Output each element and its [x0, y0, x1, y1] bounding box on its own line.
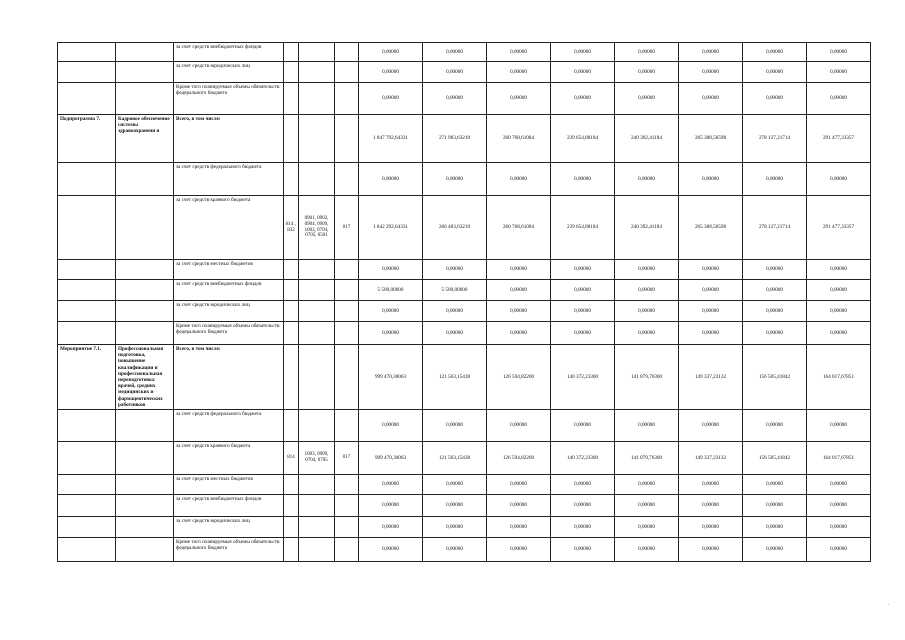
amount-cell: 0,00000: [359, 475, 423, 495]
program-name-cell: [116, 280, 174, 301]
amount-cell: 999 470,30063: [359, 442, 423, 475]
amount-cell: 0,00000: [679, 280, 743, 301]
program-code-cell: [58, 495, 116, 517]
program-name-cell: [116, 260, 174, 280]
grbs-code-cell: [284, 495, 299, 517]
amount-cell: 0,00000: [615, 322, 679, 345]
amount-cell: 260 768,61084: [487, 115, 551, 163]
amount-cell: 0,00000: [807, 301, 871, 322]
amount-cell: 0,00000: [743, 43, 807, 62]
amount-cell: 0,00000: [743, 517, 807, 538]
amount-cell: 0,00000: [679, 475, 743, 495]
amount-cell: 0,00000: [551, 475, 615, 495]
table-row: [58, 163, 871, 196]
amount-cell: 0,00000: [487, 410, 551, 442]
funding-source-cell: Кроме того планируемые объемы обязательств федерального бюджета: [174, 83, 284, 115]
amount-cell: 0,00000: [615, 163, 679, 196]
amount-cell: 0,00000: [743, 475, 807, 495]
amount-cell: 0,00000: [359, 62, 423, 83]
amount-cell: 239 654,88184: [551, 196, 615, 260]
grbs-code-cell: [284, 538, 299, 562]
amount-cell: 1 842 292,64331: [359, 196, 423, 260]
amount-cell: 265 388,56598: [679, 196, 743, 260]
amount-cell: 0,00000: [551, 280, 615, 301]
amount-cell: 0,00000: [679, 260, 743, 280]
amount-cell: 0,00000: [679, 410, 743, 442]
program-name-cell: [116, 442, 174, 475]
amount-cell: 0,00000: [359, 322, 423, 345]
amount-cell: 0,00000: [743, 495, 807, 517]
amount-cell: 0,00000: [359, 83, 423, 115]
amount-cell: 0,00000: [679, 517, 743, 538]
amount-cell: 0,00000: [487, 280, 551, 301]
amount-cell: 265 388,56598: [679, 115, 743, 163]
amount-cell: 0,00000: [743, 538, 807, 562]
amount-cell: 0,00000: [743, 410, 807, 442]
program-name-cell: [116, 196, 174, 260]
amount-cell: 149 337,23132: [679, 442, 743, 475]
amount-cell: 164 017,67851: [807, 442, 871, 475]
table-row: [58, 442, 871, 475]
table-row: [58, 517, 871, 538]
amount-cell: 156 505,41842: [743, 442, 807, 475]
amount-cell: 0,00000: [679, 301, 743, 322]
funding-source-cell: за счет средств внебюджетных фондов: [174, 43, 284, 62]
grbs-code-cell: [284, 62, 299, 83]
table-body: [58, 43, 871, 562]
target-code-cell: [335, 163, 359, 196]
program-code-cell: [58, 301, 116, 322]
amount-cell: 291 477,33357: [807, 196, 871, 260]
amount-cell: 0,00000: [487, 517, 551, 538]
program-code-cell: Мероприятие 7.1.: [58, 345, 116, 410]
amount-cell: 271 983,63210: [423, 115, 487, 163]
table-row: [58, 115, 871, 163]
funding-source-cell: за счет средств юридических лиц: [174, 517, 284, 538]
budget-table: [57, 42, 871, 562]
amount-cell: 0,00000: [615, 62, 679, 83]
program-code-cell: [58, 410, 116, 442]
amount-cell: 260 768,61084: [487, 196, 551, 260]
section-code-cell: [299, 115, 335, 163]
amount-cell: 0,00000: [487, 475, 551, 495]
amount-cell: 0,00000: [487, 322, 551, 345]
program-code-cell: [58, 517, 116, 538]
amount-cell: 0,00000: [551, 538, 615, 562]
amount-cell: 0,00000: [359, 43, 423, 62]
program-name-cell: [116, 301, 174, 322]
amount-cell: 0,00000: [551, 62, 615, 83]
table-row: [58, 475, 871, 495]
grbs-code-cell: [284, 301, 299, 322]
amount-cell: 278 127,21714: [743, 196, 807, 260]
funding-source-cell: Кроме того планируемые объемы обязательств федерального бюджета: [174, 538, 284, 562]
amount-cell: 0,00000: [615, 538, 679, 562]
amount-cell: 121 563,15438: [423, 442, 487, 475]
grbs-code-cell: [284, 280, 299, 301]
funding-source-cell: за счет средств юридических лиц: [174, 62, 284, 83]
amount-cell: 0,00000: [359, 517, 423, 538]
section-code-cell: [299, 43, 335, 62]
section-code-cell: [299, 280, 335, 301]
program-name-cell: [116, 538, 174, 562]
amount-cell: 0,00000: [807, 410, 871, 442]
grbs-code-cell: [284, 260, 299, 280]
section-code-cell: [299, 538, 335, 562]
amount-cell: 291 477,33357: [807, 115, 871, 163]
amount-cell: 0,00000: [743, 163, 807, 196]
section-code-cell: [299, 475, 335, 495]
program-name-cell: [116, 163, 174, 196]
amount-cell: 5 500,00000: [423, 280, 487, 301]
amount-cell: 266 483,63210: [423, 196, 487, 260]
section-code-cell: [299, 62, 335, 83]
table-row: [58, 260, 871, 280]
amount-cell: 0,00000: [487, 43, 551, 62]
amount-cell: 0,00000: [423, 322, 487, 345]
grbs-code-cell: 814: [284, 442, 299, 475]
amount-cell: 126 594,82200: [487, 442, 551, 475]
amount-cell: 126 594,82200: [487, 345, 551, 410]
table-row: [58, 83, 871, 115]
amount-cell: 0,00000: [551, 43, 615, 62]
amount-cell: 0,00000: [807, 280, 871, 301]
program-code-cell: [58, 43, 116, 62]
program-code-cell: [58, 260, 116, 280]
target-code-cell: 017: [335, 196, 359, 260]
funding-source-cell: за счет средств внебюджетных фондов: [174, 495, 284, 517]
amount-cell: 0,00000: [423, 538, 487, 562]
amount-cell: 0,00000: [615, 495, 679, 517]
amount-cell: 0,00000: [359, 163, 423, 196]
amount-cell: 0,00000: [487, 538, 551, 562]
amount-cell: 0,00000: [743, 301, 807, 322]
amount-cell: 0,00000: [487, 301, 551, 322]
amount-cell: 0,00000: [743, 322, 807, 345]
grbs-code-cell: [284, 345, 299, 410]
funding-source-cell: за счет средств краевого бюджета: [174, 442, 284, 475]
grbs-code-cell: [284, 115, 299, 163]
amount-cell: 0,00000: [807, 322, 871, 345]
target-code-cell: [335, 517, 359, 538]
program-code-cell: [58, 280, 116, 301]
amount-cell: 0,00000: [679, 43, 743, 62]
amount-cell: 0,00000: [487, 163, 551, 196]
amount-cell: 0,00000: [743, 83, 807, 115]
table-row: [58, 410, 871, 442]
grbs-code-cell: 814 , 832: [284, 196, 299, 260]
amount-cell: 240 392,41184: [615, 196, 679, 260]
amount-cell: 0,00000: [743, 62, 807, 83]
program-name-cell: [116, 475, 174, 495]
amount-cell: 121 563,15438: [423, 345, 487, 410]
amount-cell: 0,00000: [551, 260, 615, 280]
amount-cell: 0,00000: [551, 517, 615, 538]
funding-source-cell: за счет средств юридических лиц: [174, 301, 284, 322]
amount-cell: 0,00000: [615, 517, 679, 538]
amount-cell: 999 470,30063: [359, 345, 423, 410]
section-code-cell: 1003, 0909, 0704, 0705: [299, 442, 335, 475]
amount-cell: 0,00000: [807, 83, 871, 115]
program-name-cell: [116, 495, 174, 517]
funding-source-cell: Кроме того планируемые объемы обязательств федерального бюджета: [174, 322, 284, 345]
target-code-cell: [335, 495, 359, 517]
program-name-cell: [116, 410, 174, 442]
amount-cell: 0,00000: [359, 410, 423, 442]
amount-cell: 0,00000: [487, 495, 551, 517]
stray-mark: .: [888, 601, 890, 607]
amount-cell: 0,00000: [807, 260, 871, 280]
funding-source-cell: за счет средств федерального бюджета: [174, 163, 284, 196]
amount-cell: 0,00000: [423, 83, 487, 115]
table-row: [58, 322, 871, 345]
target-code-cell: [335, 83, 359, 115]
target-code-cell: [335, 280, 359, 301]
table-row: [58, 280, 871, 301]
amount-cell: 5 500,00000: [359, 280, 423, 301]
amount-cell: 0,00000: [679, 538, 743, 562]
amount-cell: 0,00000: [679, 83, 743, 115]
section-code-cell: [299, 301, 335, 322]
amount-cell: 0,00000: [423, 495, 487, 517]
grbs-code-cell: [284, 43, 299, 62]
amount-cell: 141 079,76300: [615, 442, 679, 475]
amount-cell: 0,00000: [487, 83, 551, 115]
target-code-cell: [335, 538, 359, 562]
grbs-code-cell: [284, 410, 299, 442]
amount-cell: 240 392,41184: [615, 115, 679, 163]
amount-cell: 0,00000: [679, 163, 743, 196]
table-row: [58, 495, 871, 517]
amount-cell: 0,00000: [423, 517, 487, 538]
amount-cell: 140 372,23300: [551, 345, 615, 410]
funding-source-cell: за счет средств внебюджетных фондов: [174, 280, 284, 301]
section-code-cell: [299, 517, 335, 538]
amount-cell: 0,00000: [423, 260, 487, 280]
target-code-cell: [335, 260, 359, 280]
amount-cell: 0,00000: [551, 410, 615, 442]
table-row: [58, 196, 871, 260]
section-code-cell: [299, 495, 335, 517]
grbs-code-cell: [284, 163, 299, 196]
amount-cell: 0,00000: [679, 322, 743, 345]
amount-cell: 0,00000: [807, 163, 871, 196]
table-row: [58, 345, 871, 410]
target-code-cell: [335, 322, 359, 345]
amount-cell: 0,00000: [423, 475, 487, 495]
program-code-cell: [58, 322, 116, 345]
section-code-cell: [299, 322, 335, 345]
amount-cell: 0,00000: [615, 475, 679, 495]
target-code-cell: [335, 115, 359, 163]
amount-cell: 0,00000: [679, 495, 743, 517]
section-code-cell: [299, 163, 335, 196]
amount-cell: 239 654,88184: [551, 115, 615, 163]
amount-cell: 0,00000: [807, 475, 871, 495]
amount-cell: 0,00000: [359, 538, 423, 562]
amount-cell: 0,00000: [423, 163, 487, 196]
amount-cell: 0,00000: [423, 62, 487, 83]
target-code-cell: [335, 301, 359, 322]
program-code-cell: [58, 62, 116, 83]
funding-source-cell: за счет средств местных бюджетов: [174, 475, 284, 495]
section-code-cell: [299, 410, 335, 442]
funding-source-cell: за счет средств краевого бюджета: [174, 196, 284, 260]
target-code-cell: [335, 62, 359, 83]
amount-cell: 0,00000: [487, 260, 551, 280]
target-code-cell: 017: [335, 442, 359, 475]
amount-cell: 0,00000: [423, 410, 487, 442]
section-code-cell: 0901, 0902, 0904, 0909, 1003, 0704, 0705, 0501: [299, 196, 335, 260]
amount-cell: 0,00000: [551, 322, 615, 345]
program-name-cell: [116, 517, 174, 538]
section-code-cell: [299, 260, 335, 280]
program-code-cell: [58, 538, 116, 562]
target-code-cell: [335, 475, 359, 495]
amount-cell: 0,00000: [807, 538, 871, 562]
table-row: [58, 301, 871, 322]
program-name-cell: [116, 62, 174, 83]
amount-cell: 0,00000: [615, 410, 679, 442]
section-code-cell: [299, 345, 335, 410]
amount-cell: 0,00000: [551, 83, 615, 115]
amount-cell: 156 505,41842: [743, 345, 807, 410]
funding-source-cell: за счет средств местных бюджетов: [174, 260, 284, 280]
amount-cell: 0,00000: [743, 260, 807, 280]
amount-cell: 1 847 792,64331: [359, 115, 423, 163]
amount-cell: 140 372,23300: [551, 442, 615, 475]
amount-cell: 149 337,23132: [679, 345, 743, 410]
program-name-cell: [116, 322, 174, 345]
amount-cell: 0,00000: [487, 62, 551, 83]
section-code-cell: [299, 83, 335, 115]
program-code-cell: [58, 475, 116, 495]
program-name-cell: [116, 43, 174, 62]
amount-cell: 141 079,76300: [615, 345, 679, 410]
target-code-cell: [335, 43, 359, 62]
amount-cell: 0,00000: [423, 301, 487, 322]
amount-cell: 0,00000: [551, 301, 615, 322]
amount-cell: 0,00000: [743, 280, 807, 301]
amount-cell: 0,00000: [551, 163, 615, 196]
table-row: [58, 43, 871, 62]
amount-cell: 0,00000: [807, 495, 871, 517]
target-code-cell: [335, 410, 359, 442]
amount-cell: 0,00000: [359, 495, 423, 517]
program-code-cell: [58, 196, 116, 260]
table-row: [58, 62, 871, 83]
grbs-code-cell: [284, 322, 299, 345]
amount-cell: 0,00000: [615, 280, 679, 301]
amount-cell: 0,00000: [359, 301, 423, 322]
grbs-code-cell: [284, 83, 299, 115]
funding-source-cell: Всего, в том числе:: [174, 345, 284, 410]
amount-cell: 164 017,67851: [807, 345, 871, 410]
program-name-cell: Профессиональная подготовка, повышение квалификации и профессиональная переподготовка врачей, средних медицинских и фармацевтических работников: [116, 345, 174, 410]
amount-cell: 0,00000: [551, 495, 615, 517]
amount-cell: 0,00000: [807, 517, 871, 538]
amount-cell: 0,00000: [807, 43, 871, 62]
amount-cell: 0,00000: [615, 43, 679, 62]
amount-cell: 0,00000: [359, 260, 423, 280]
table-row: [58, 538, 871, 562]
amount-cell: 278 127,21714: [743, 115, 807, 163]
program-code-cell: Подпрограмма 7.: [58, 115, 116, 163]
amount-cell: 0,00000: [423, 43, 487, 62]
target-code-cell: [335, 345, 359, 410]
amount-cell: 0,00000: [615, 83, 679, 115]
funding-source-cell: Всего, в том числе:: [174, 115, 284, 163]
amount-cell: 0,00000: [679, 62, 743, 83]
program-name-cell: [116, 83, 174, 115]
amount-cell: 0,00000: [615, 301, 679, 322]
program-code-cell: [58, 83, 116, 115]
grbs-code-cell: [284, 475, 299, 495]
amount-cell: 0,00000: [615, 260, 679, 280]
program-code-cell: [58, 442, 116, 475]
program-name-cell: Кадровое обеспечение системы здравоохранени я: [116, 115, 174, 163]
grbs-code-cell: [284, 517, 299, 538]
program-code-cell: [58, 163, 116, 196]
amount-cell: 0,00000: [807, 62, 871, 83]
funding-source-cell: за счет средств федерального бюджета: [174, 410, 284, 442]
